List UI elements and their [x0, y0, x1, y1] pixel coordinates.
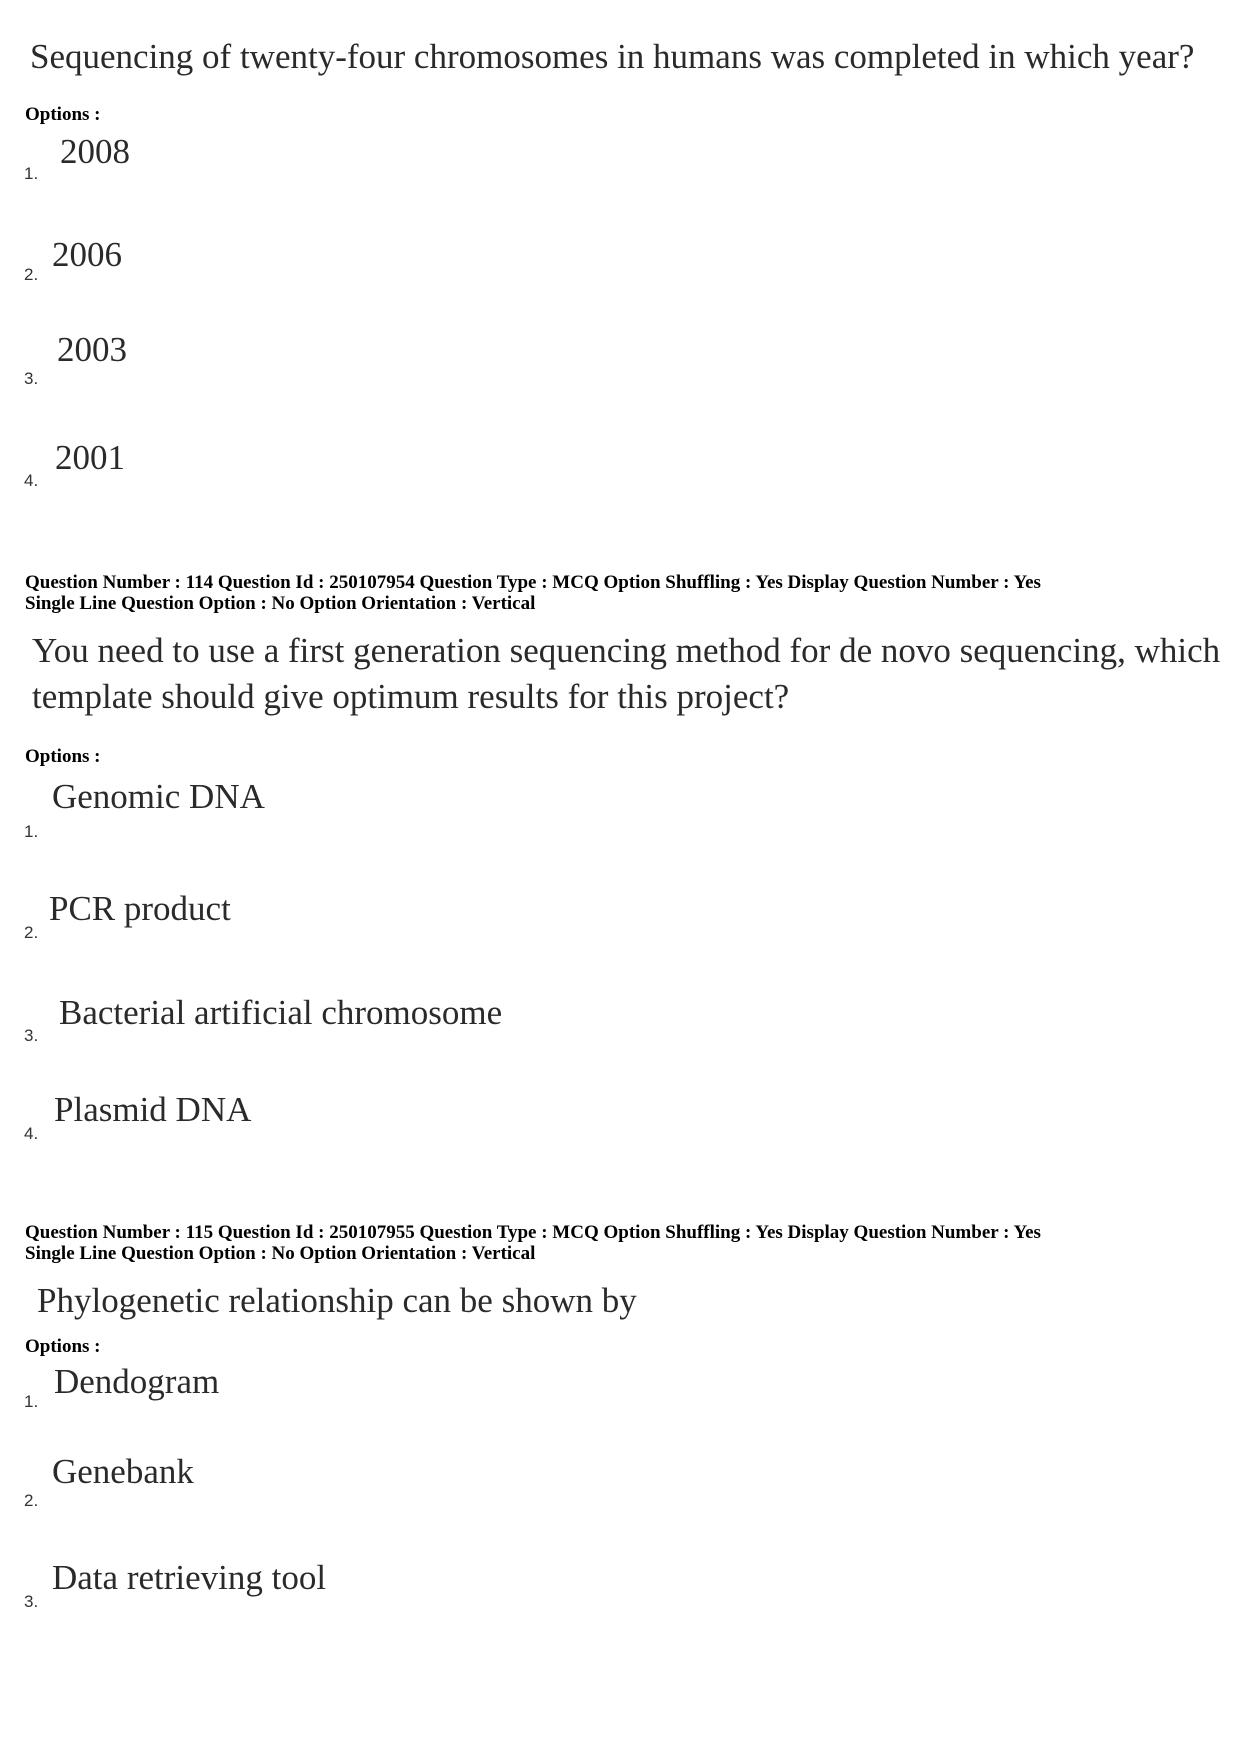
- option-text: Data retrieving tool: [52, 1558, 327, 1597]
- option-text: Plasmid DNA: [54, 1090, 252, 1129]
- option-number: 2.: [24, 923, 39, 942]
- question-text: Sequencing of twenty-four chromosomes in humans was completed in which year?: [30, 37, 1195, 76]
- question-meta: Single Line Question Option : No Option Orientation : Vertical: [25, 593, 536, 614]
- option-text: Genebank: [52, 1452, 194, 1491]
- option-number: 3.: [24, 1026, 39, 1045]
- question-meta: Question Number : 114 Question Id : 250107954 Question Type : MCQ Option Shuffling : Yes Display Question Number : Yes: [25, 572, 1041, 593]
- option-number: 2.: [24, 1491, 39, 1510]
- options-label: Options :: [25, 746, 101, 767]
- option-number: 1.: [24, 822, 39, 841]
- question-meta: Single Line Question Option : No Option Orientation : Vertical: [25, 1243, 536, 1264]
- option-number: 2.: [24, 265, 39, 284]
- option-text: 2003: [57, 330, 127, 369]
- option-number: 1.: [24, 1392, 39, 1411]
- option-text: 2006: [52, 235, 122, 274]
- options-label: Options :: [25, 104, 101, 125]
- option-text: 2008: [60, 132, 130, 171]
- options-label: Options :: [25, 1336, 101, 1357]
- option-text: 2001: [55, 438, 125, 477]
- option-number: 3.: [24, 1592, 39, 1611]
- question-text: You need to use a first generation sequencing method for de novo sequencing, which: [32, 631, 1221, 670]
- option-text: Dendogram: [54, 1362, 220, 1401]
- option-number: 1.: [24, 164, 39, 183]
- option-text: Bacterial artificial chromosome: [59, 993, 503, 1032]
- option-number: 4.: [24, 1124, 39, 1143]
- option-text: PCR product: [49, 889, 231, 928]
- question-text: template should give optimum results for this project?: [32, 677, 790, 716]
- question-text: Phylogenetic relationship can be shown by: [37, 1281, 637, 1320]
- option-number: 4.: [24, 471, 39, 490]
- question-meta: Question Number : 115 Question Id : 250107955 Question Type : MCQ Option Shuffling : Yes Display Question Number : Yes: [25, 1222, 1041, 1243]
- option-number: 3.: [24, 369, 39, 388]
- option-text: Genomic DNA: [52, 777, 265, 816]
